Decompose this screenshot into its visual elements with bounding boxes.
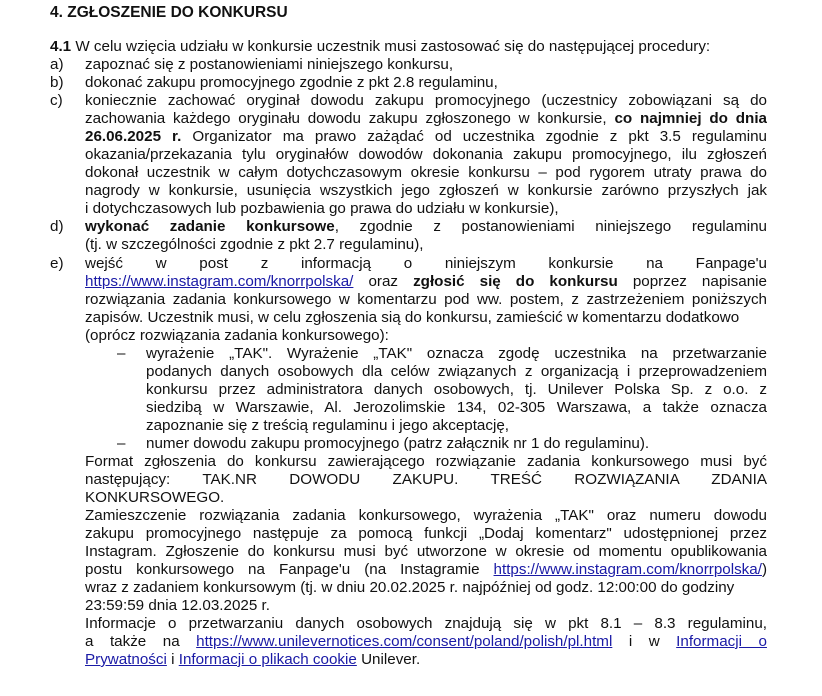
item-c-line: nagrody w konkursie, usunięcia wszystkich jego zgłoszeń w konkursie zarówno przyszłych jak: [85, 182, 767, 199]
unilever-notices-link[interactable]: https://www.unilevernotices.com/consent/poland/polish/pl.html: [196, 633, 613, 650]
sub-bullet-line: zapoznanie się z treścią regulaminu i jego akceptację,: [146, 417, 510, 434]
item-e-line: wejść w post z informacją o niniejszym konkursie na Fanpage'u: [85, 255, 767, 272]
placement-line: wraz z zadaniem konkursowym (tj. w dniu 20.02.2025 r. najpóźniej od godz. 12:00:00 do godziny: [85, 579, 735, 596]
format-line: KONKURSOWEGO.: [85, 489, 225, 506]
task-text: wykonać zadanie konkursowe: [85, 218, 335, 235]
enter-contest-text: zgłosić się do konkursu: [413, 273, 618, 290]
placement-text: ): [761, 561, 767, 578]
privacy-text: a także na: [85, 633, 180, 650]
item-c-line: [85, 110, 767, 128]
item-a-text: zapoznać się z postanowieniami niniejszego konkursu,: [85, 56, 454, 73]
item-d-line: (tj. w szczególności zgodnie z pkt 2.7 regulaminu),: [85, 236, 424, 253]
item-d-line: [85, 218, 767, 236]
item-c-marker: c): [50, 92, 63, 109]
sub-bullet-line: konkursu przez administratora danych osobowych, tj. Unilever Polska Sp. z o.o. z: [146, 381, 767, 398]
format-line: Format zgłoszenia do konkursu zawierającego rozwiązanie zadania konkursowego musi być: [85, 453, 767, 470]
privacy-text: Unilever.: [361, 651, 421, 668]
sub-bullet-line: podanych danych osobowych dla celów związanych z organizacją i przeprowadzeniem: [146, 363, 767, 380]
intro-number: 4.1: [50, 38, 72, 55]
sub-bullet-line: wyrażenie „TAK". Wyrażenie „TAK" oznacza zgodę uczestnika na przetwarzanie: [146, 345, 767, 362]
sub-bullet-line: numer dowodu zakupu promocyjnego (patrz załącznik nr 1 do regulaminu).: [146, 435, 650, 452]
privacy-info-link[interactable]: Informacji o: [676, 633, 767, 650]
placement-line: [85, 561, 767, 579]
deadline-date: 26.06.2025 r.: [85, 128, 182, 145]
instagram-link[interactable]: https://www.instagram.com/knorrpolska/: [85, 273, 354, 290]
placement-line: Instagram. Zgłoszenie do konkursu musi być utworzone w okresie od momentu opublikowania: [85, 543, 767, 560]
privacy-text: i: [171, 651, 175, 668]
item-e-line: (oprócz rozwiązania zadania konkursowego):: [85, 327, 389, 344]
item-e-line: [85, 273, 767, 291]
item-e-text: oraz: [368, 273, 399, 290]
item-c-text: zachowania każdego oryginału dowodu zakupu zgłoszonego w konkursie,: [85, 110, 607, 127]
item-c-line: okazania/przekazania tylu oryginałów dowodów dokonania zakupu promocyjnego, ilu zgłoszeń: [85, 146, 767, 163]
privacy-text: i w: [628, 633, 660, 650]
item-b-marker: b): [50, 74, 64, 91]
instagram-link[interactable]: https://www.instagram.com/knorrpolska/: [493, 561, 762, 578]
item-d-text: , zgodnie z postanowieniami niniejszego regulaminu: [334, 218, 767, 235]
placement-line: 23:59:59 dnia 12.03.2025 r.: [85, 597, 270, 614]
item-a-marker: a): [50, 56, 64, 73]
deadline-text: co najmniej do dnia: [614, 110, 767, 127]
privacy-line: [85, 651, 420, 669]
item-d-marker: d): [50, 218, 64, 235]
sub-bullet-dash: –: [117, 435, 126, 452]
sub-bullet-line: siedzibą w Warszawie, Al. Jerozolimskie 134, 02-305 Warszawa, a także oznacza: [146, 399, 767, 416]
intro-paragraph: [50, 38, 710, 56]
item-c-text: Organizator ma prawo zażądać od uczestnika zgodnie z pkt 3.5 regulaminu: [192, 128, 767, 145]
privacy-info-link[interactable]: Prywatności: [85, 651, 167, 668]
item-b-text: dokonać zakupu promocyjnego zgodnie z pkt 2.8 regulaminu,: [85, 74, 498, 91]
item-c-line: i dotychczasowych lub pozbawienia go prawa do udziału w konkursie),: [85, 200, 559, 217]
placement-line: zakupu promocyjnego następuje za pomocą funkcji „Dodaj komentarz" udostępnionej przez: [85, 525, 767, 542]
item-c-line: dokonał uczestnik w całym dotychczasowym okresie konkursu – pod rygorem utraty prawa do: [85, 164, 767, 181]
item-e-marker: e): [50, 255, 64, 272]
item-c-line: [85, 128, 767, 146]
placement-text: postu konkursowego na Fanpage'u (na Instagramie: [85, 561, 480, 578]
item-e-text: poprzez napisanie: [632, 273, 767, 290]
privacy-line: Informacje o przetwarzaniu danych osobowych znajdują się w pkt 8.1 – 8.3 regulaminu,: [85, 615, 767, 632]
format-line: następujący: TAK.NR DOWODU ZAKUPU. TREŚĆ ROZWIĄZANIA ZDANIA: [85, 471, 767, 488]
item-c-line: koniecznie zachować oryginał dowodu zakupu promocyjnego (uczestnicy zobowiązani są do: [85, 92, 767, 109]
intro-text: W celu wzięcia udziału w konkursie uczestnik musi zastosować się do następującej procedury:: [75, 38, 711, 55]
cookie-info-link[interactable]: Informacji o plikach cookie: [178, 651, 357, 668]
placement-line: Zamieszczenie rozwiązania zadania konkursowego, wyrażenia „TAK" oraz numeru dowodu: [85, 507, 767, 524]
item-e-line: rozwiązania zadania konkursowego w komentarzu pod ww. postem, z zastrzeżeniem poniższych: [85, 291, 767, 308]
item-e-line: zapisów. Uczestnik musi, w celu zgłoszenia sią do konkursu, zamieścić w komentarzu dodatkowo: [85, 309, 740, 326]
privacy-line: [85, 633, 767, 651]
section-heading: 4. ZGŁOSZENIE DO KONKURSU: [50, 4, 288, 21]
sub-bullet-dash: –: [117, 345, 126, 362]
